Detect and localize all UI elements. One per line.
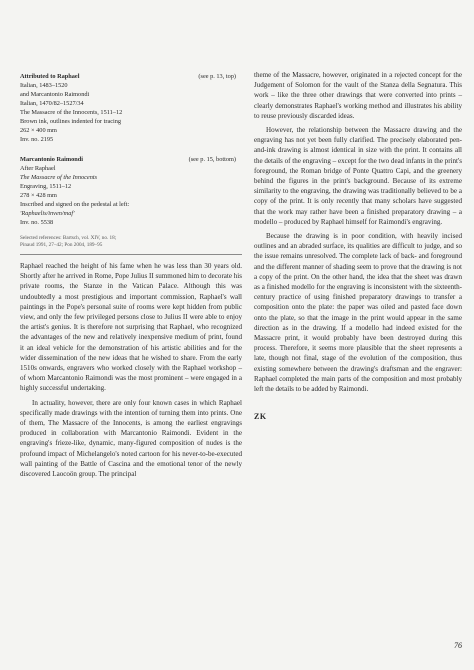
co-artist: and Marcantonio Raimondi bbox=[20, 91, 90, 98]
body-paragraph: Because the drawing is in poor condition, with heavily incised outlines and an abraded surface, its qualities are difficult to judge, and so the issue remains unresolved. The complete lack of back- and foreground and the different manner of shading seem to prove that the drawing is not a copy of the print. On the other hand, the idea that the sheet was drawn as a finished modello for the engraving is inconsistent with the sixteenth-century practice of using finished preparatory drawings to transfer a composition onto the plate: the paper was oiled and pasted face down onto the plate, so that the image in the print would appear in the same direction as in the drawing. If a modello had indeed existed for the Massacre print, it would probably have been destroyed during this process. Therefore, it seems more plausible that the sheet represents a late, though not final, stage of the evolution of the composition, thus existing somewhere between the drawing's draftsman and the engraver: Raphael completed the main parts of the composition and most probably left the details to be added by Raimondi. bbox=[254, 232, 462, 394]
page-number: 76 bbox=[454, 641, 462, 650]
entry-attribution: Marcantonio Raimondi bbox=[20, 156, 84, 163]
inscription-note: Inscribed and signed on the pedestal at left: bbox=[20, 201, 130, 208]
catalogue-entry-engraving bbox=[20, 155, 242, 227]
entry-attribution: Attributed to Raphael bbox=[20, 73, 80, 80]
artwork-title: The Massacre of the Innocents bbox=[20, 174, 98, 181]
artwork-title: The Massacre of the Innocents, 1511–12 bbox=[20, 109, 123, 116]
artwork-dimensions: 262 × 400 mm bbox=[20, 127, 57, 134]
inventory-number: Inv. no. 5538 bbox=[20, 219, 54, 226]
catalogue-entry-drawing bbox=[20, 72, 242, 144]
entry-reference: (see p. 15, bottom) bbox=[188, 156, 236, 163]
artwork-dimensions: 278 × 428 mm bbox=[20, 192, 57, 199]
author-initials: ZK bbox=[254, 412, 267, 422]
right-column bbox=[254, 70, 462, 421]
artwork-medium: Brown ink, outlines indented for tracing bbox=[20, 118, 122, 125]
section-divider bbox=[20, 254, 242, 255]
inventory-number: Inv. no. 2195 bbox=[20, 136, 54, 143]
body-paragraph: Raphael reached the height of his fame when he was less than 30 years old. Shortly after he arrived in Rome, Pope Julius II summoned him to decorate his private rooms, the Stanze in the Vatican Palace. Although this was undoubtedly a most prestigious and important commission, Raphael's wall paintings in the Pope's personal suite of rooms were kept hidden from public view, and only the few privileged persons close to Julius II were able to enjoy the artist's genius. It is therefore not surprising that Raphael, who recognized the advantages of the new and relatively inexpensive medium of print, found it an ideal vehicle for the demonstration of his artistic abilities and for the wider dissemination of the new ideas that he wished to share. From the early 1510s onwards, engravers who worked closely with the Raphael workshop – of whom Marcantonio Raimondi was the most prominent – were engaged in a highly successful undertaking. bbox=[20, 262, 242, 393]
body-paragraph: However, the relationship between the Massacre drawing and the engraving has not yet been fully clarified. The precisely elaborated pen-and-ink drawing is almost identical in size with the print. It contains all the details of the engraving – except for the two dead infants in the print's foreground, the Roman bridge of Ponte Quattro Capi, and the greenery behind the figures in the print's background. Because of its extreme similarity to the engraving, the drawing was traditionally believed to be a copy of the print. It is only recently that many scholars have suggested that the work may rather have been a finished preparatory drawing – a modello – produced by Raphael himself for Raimondi's engraving. bbox=[254, 126, 462, 226]
body-paragraph: theme of the Massacre, however, originated in a rejected concept for the Judgement of Solomon for the vault of the Stanza della Segnatura. This work – like the three other drawings that were converted into prints – clearly demonstrates Raphael's working method and illustrates his ability to reuse previously discarded ideas. bbox=[254, 71, 462, 120]
selected-references bbox=[20, 235, 242, 249]
reference-line: Selected references: Bartsch, vol. XIV, no. 18; bbox=[20, 235, 117, 241]
entry-reference: (see p. 13, top) bbox=[198, 73, 236, 80]
left-column bbox=[20, 72, 242, 483]
artwork-medium: Engraving, 1511–12 bbox=[20, 183, 72, 190]
artist-dates: Italian, 1483–1520 bbox=[20, 82, 68, 89]
after-artist: After Raphael bbox=[20, 165, 56, 172]
co-artist-dates: Italian, 1470/82–1527/34 bbox=[20, 100, 84, 107]
inscription-text: 'Raphaelis/inven/maf' bbox=[20, 210, 75, 217]
reference-line: Pinaud 1991, 27–42; Pon 2004, 189–95 bbox=[20, 242, 103, 248]
body-paragraph: In actuality, however, there are only four known cases in which Raphael specifically made drawings with the intention of turning them into prints. One of them, The Massacre of the Innocents, is among the earliest engravings produced in collaboration with Marcantonio Raimondi. Evident in the engraving's frieze-like, dynamic, many-figured composition of nudes is the profound impact of Michelangelo's noted cartoon for his never-to-be-executed wall painting of the Battle of Cascina and the emotional tenor of the newly discovered Laocoön group. The principal bbox=[20, 398, 242, 479]
